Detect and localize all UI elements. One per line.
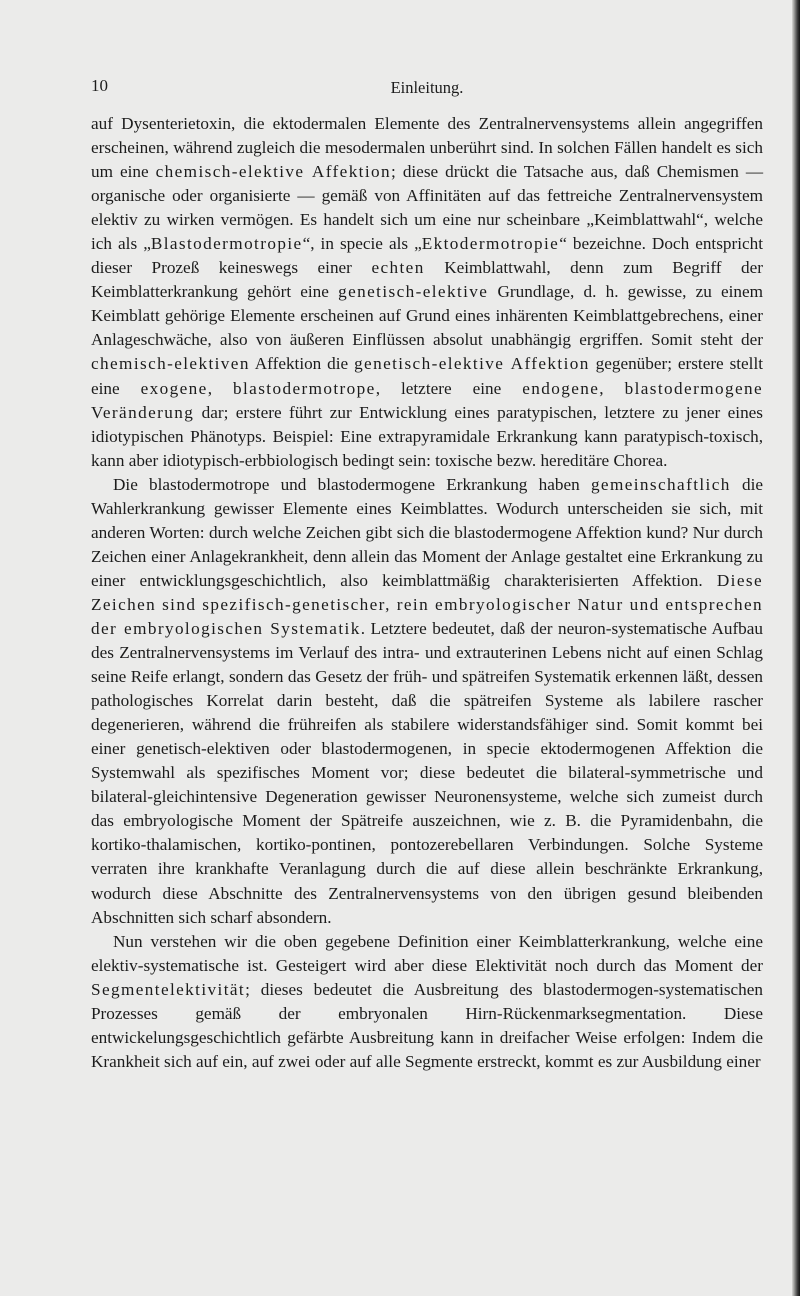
paragraph-2 — [91, 473, 763, 930]
text-segment: “, in specie als „ — [302, 234, 422, 254]
page-header — [91, 76, 763, 100]
text-segment: Keimblattwahl, denn zum Begriff der Keimblatterkrankung gehört eine — [91, 258, 763, 302]
text-segment: , — [599, 378, 625, 398]
emphasized-term: genetisch-elektive — [338, 282, 489, 302]
text-segment: Grundlage, d. h. gewisse, zu einem Keimblatt gehörige Elemente erscheinen auf Grund eines inhärenten Keimblattgebrechens, einer Anlageschwäche, also von äußeren Einflüssen absolut unabhängig ergriffen. Somit steht der — [91, 282, 763, 350]
emphasized-term: endogene — [522, 378, 600, 398]
text-segment: . Letztere bedeutet, daß der neuron-systematische Aufbau des Zentralnervensystems im Verlauf des intra- und extrauterinen Lebens nicht auf einen Schlag seine Reife erlangt, sondern das Gesetz der früh- und spätreifen Systematik erkennen läßt, dessen pathologisches Korrelat darin besteht, daß die spätreifen Systeme als labilere rascher degenerieren, während die frühreifen als stabilere widerstandsfähiger sind. Somit kommt bei einer genetisch-elektiven oder blastodermogenen, in specie ektodermogenen Affektion die Systemwahl als spezifisches Moment vor; diese bedeutet die bilateral-symmetrische und bilateral-gleichintensive Degeneration gewisser Neuronensysteme, welche sich zumeist durch das embryologische Moment der Spätreife auszeichnen, wie z. B. die Pyramidenbahn, die kortiko-thalamischen, kortiko-pontinen, pontozerebellaren Verbindungen. Solche Systeme verraten ihre krankhafte Veranlagung durch die auf diese allein beschränkte Erkrankung, wodurch diese Abschnitte des Zentralnervensystems von den übrigen gesund bleibenden Abschnitten sich scharf absondern. — [91, 618, 763, 927]
text-segment: ; dieses bedeutet die Ausbreitung des blastodermogen-systematischen Prozesses gemäß der embryonalen Hirn-Rückenmarksegmentation. Diese entwickelungsgeschichtlich gefärbte Ausbreitung kann in dreifacher Weise erfolgen: Indem die Krankheit sich auf ein, auf zwei oder auf alle Segmente erstreckt, kommt es zur Ausbildung einer — [91, 979, 763, 1071]
paragraph-1 — [91, 112, 763, 473]
text-segment: auf Dysenterietoxin, die ektodermalen Elemente des Zentralnervensystems allein angegriffen erscheinen, während zugleich die mesodermalen unberührt sind. In solchen Fällen handelt es sich um eine — [91, 114, 763, 182]
emphasized-term: Ektodermotropie — [421, 234, 560, 254]
text-segment: ; diese drückt die Tatsache aus, daß Chemismen — organische oder organisierte — gemäß von Affinitäten auf das fettreiche Zentralnervensystem elektiv zu wirken vermögen. Es handelt sich um eine nur scheinbare „Keimblattwahl“, welche ich als „ — [91, 162, 764, 254]
text-segment: Nun verstehen wir die oben gegebene Definition einer Keimblatterkrankung, welche eine elektiv-systematische ist. Gesteigert wird aber diese Elektivität noch durch das Moment der — [91, 931, 763, 975]
emphasized-term: Blastodermotropie — [150, 234, 303, 254]
emphasized-term: chemisch-elektive Affektion — [155, 162, 392, 182]
emphasized-term: blastodermotrope — [233, 378, 376, 398]
text-segment: “ bezeichne. Doch entspricht dieser Prozeß keineswegs einer — [91, 234, 763, 278]
emphasized-term: Diese Zeichen sind spezifisch-genetischer, rein embryologischer Natur und entsprechen der embryologischen Systematik — [91, 570, 763, 638]
page-number: 10 — [91, 76, 108, 95]
emphasized-term: exogene — [140, 378, 208, 398]
emphasized-term: Segmentelektivität — [91, 979, 246, 999]
text-segment: Affektion die — [249, 354, 355, 374]
text-segment: gegenüber; erstere stellt eine — [91, 354, 763, 398]
text-segment: Die blastodermotrope und blastodermogene Erkrankung haben — [113, 474, 591, 494]
paragraph-3 — [91, 930, 763, 1074]
emphasized-term: genetisch-elektive Affektion — [354, 354, 590, 374]
text-segment: , — [207, 378, 234, 398]
emphasized-term: chemisch-elektiven — [91, 354, 250, 374]
text-segment: , letztere eine — [375, 378, 523, 398]
body-text — [91, 112, 763, 1074]
page-edge-shadow — [792, 0, 800, 1296]
running-title: Einleitung. — [390, 78, 464, 97]
text-segment: die Wahlerkrankung gewisser Elemente eines Keimblattes. Wodurch unterscheiden sie sich, mit anderen Worten: durch welche Zeichen gibt sich die blastodermogene Affektion kund? Nur durch Zeichen einer Anlagekrankheit, denn allein das Moment der Anlage gestaltet eine Erkrankung zu einer entwicklungsgeschichtlich, also keimblattmäßig charakterisierten Affektion. — [91, 474, 763, 590]
emphasized-term: gemeinschaftlich — [590, 474, 731, 494]
text-segment: dar; erstere führt zur Entwicklung eines paratypischen, letztere zu jener eines idiotypischen Phänotyps. Beispiel: Eine extrapyramidale Erkrankung kann paratypisch-toxisch, kann aber idiotypisch-erbbiologisch bedingt sein: toxische bezw. hereditäre Chorea. — [91, 402, 763, 470]
emphasized-term: blastodermogene Veränderung — [91, 378, 764, 422]
emphasized-term: echten — [371, 258, 425, 278]
